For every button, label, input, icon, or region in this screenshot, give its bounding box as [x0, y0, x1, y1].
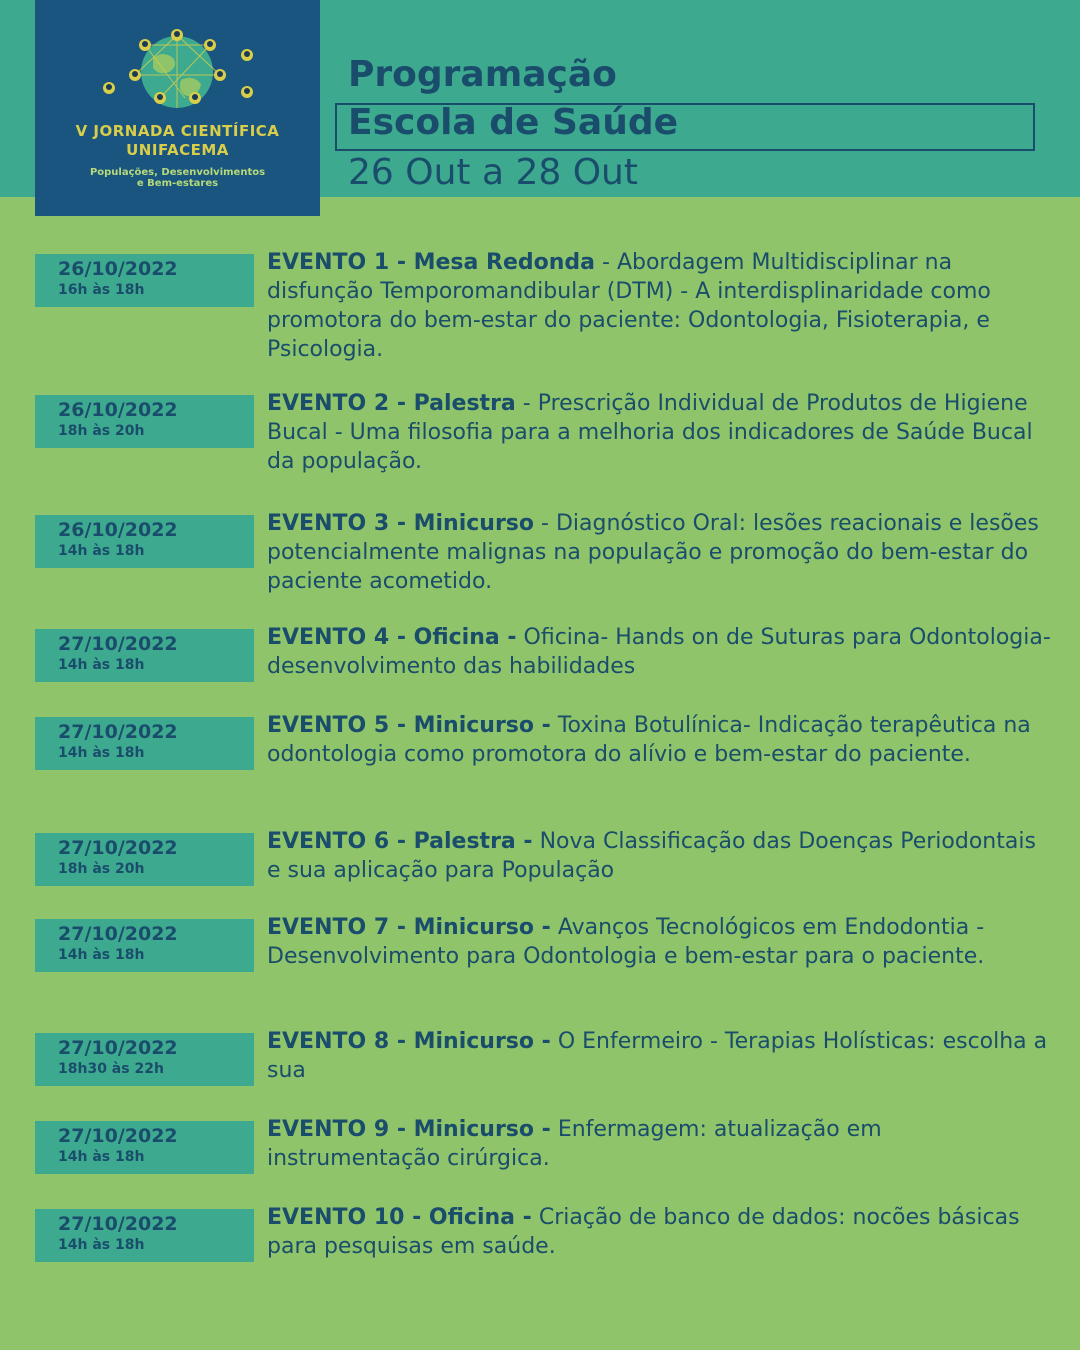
event-time: 14h às 18h [58, 543, 145, 559]
event-logo [35, 0, 320, 216]
event-date: 27/10/2022 [58, 1213, 178, 1235]
event-date-badge [35, 1121, 254, 1174]
event-details: Criação de banco de dados: nocões básicas para pesquisas em saúde. [267, 1205, 1020, 1259]
page-title: Programação [348, 54, 617, 95]
event-separator [551, 915, 558, 940]
event-date: 27/10/2022 [58, 837, 178, 859]
event-description [267, 711, 1052, 769]
logo-title-line2: UNIFACEMA [126, 141, 229, 159]
event-date: 27/10/2022 [58, 923, 178, 945]
event-separator [533, 829, 540, 854]
event-date: 26/10/2022 [58, 258, 178, 280]
event-heading: EVENTO 6 - Palestra - [267, 829, 533, 854]
event-details: Abordagem Multidisciplinar na disfunção Temporomandibular (DTM) - A interdisplinaridade como promotora do bem-estar do paciente: Odontologia, Fisioterapia, e Psicologia. [267, 250, 991, 362]
event-description [267, 623, 1052, 681]
event-time: 14h às 18h [58, 745, 145, 761]
event-date-badge [35, 1033, 254, 1086]
event-heading: EVENTO 7 - Minicurso - [267, 915, 551, 940]
event-description [267, 827, 1052, 885]
logo-subtitle-line2: e Bem-estares [136, 178, 219, 189]
event-description [267, 913, 1052, 971]
event-date-badge [35, 1209, 254, 1262]
event-time: 14h às 18h [58, 1237, 145, 1253]
event-time: 16h às 18h [58, 282, 145, 298]
event-time: 18h às 20h [58, 861, 145, 877]
event-date-badge [35, 254, 254, 307]
event-time: 14h às 18h [58, 657, 145, 673]
event-time: 18h às 20h [58, 423, 145, 439]
event-time: 18h30 às 22h [58, 1061, 164, 1077]
event-separator [532, 1205, 539, 1230]
event-separator: - [515, 391, 538, 416]
event-heading: EVENTO 3 - Minicurso [267, 511, 535, 536]
logo-title-line1: V JORNADA CIENTÍFICA [75, 122, 280, 140]
event-separator: - [534, 511, 556, 536]
event-description [267, 389, 1052, 476]
event-date-badge [35, 919, 254, 972]
event-date: 27/10/2022 [58, 633, 178, 655]
event-time: 14h às 18h [58, 947, 145, 963]
event-date-badge [35, 515, 254, 568]
logo-subtitle-line1: Populações, Desenvolvimentos [89, 167, 266, 178]
event-date-badge [35, 717, 254, 770]
event-description [267, 1203, 1052, 1261]
event-heading: EVENTO 5 - Minicurso - [267, 713, 551, 738]
event-separator [551, 1117, 558, 1142]
event-separator [517, 625, 524, 650]
event-heading: EVENTO 9 - Minicurso - [267, 1117, 551, 1142]
event-heading: EVENTO 10 - Oficina - [267, 1205, 532, 1230]
event-date: 26/10/2022 [58, 519, 178, 541]
date-range: 26 Out a 28 Out [348, 152, 638, 193]
school-title: Escola de Saúde [348, 102, 679, 143]
event-heading: EVENTO 1 - Mesa Redonda [267, 250, 596, 275]
event-details: Avanços Tecnológicos em Endodontia - Desenvolvimento para Odontologia e bem-estar para o paciente. [267, 915, 985, 969]
event-separator [551, 1029, 558, 1054]
event-separator: - [595, 250, 617, 275]
event-details: Oficina- Hands on de Suturas para Odontologia- desenvolvimento das habilidades [267, 625, 1051, 679]
event-description [267, 1115, 1052, 1173]
event-date-badge [35, 833, 254, 886]
event-date: 27/10/2022 [58, 1125, 178, 1147]
event-time: 14h às 18h [58, 1149, 145, 1165]
event-date: 27/10/2022 [58, 721, 178, 743]
event-date: 26/10/2022 [58, 399, 178, 421]
event-date: 27/10/2022 [58, 1037, 178, 1059]
event-heading: EVENTO 8 - Minicurso - [267, 1029, 551, 1054]
event-date-badge [35, 395, 254, 448]
event-description [267, 509, 1052, 596]
event-details: Toxina Botulínica- Indicação terapêutica na odontologia como promotora do alívio e bem-estar do paciente. [267, 713, 1031, 767]
event-details: Nova Classificação das Doenças Periodontais e sua aplicação para População [267, 829, 1036, 883]
event-details: Enfermagem: atualização em instrumentação cirúrgica. [267, 1117, 882, 1171]
event-heading: EVENTO 2 - Palestra [267, 391, 516, 416]
event-details: O Enfermeiro - Terapias Holísticas: escolha a sua [267, 1029, 1048, 1083]
event-heading: EVENTO 4 - Oficina - [267, 625, 517, 650]
event-details: Diagnóstico Oral: lesões reacionais e lesões potencialmente malignas na população e promoção do bem-estar do paciente acometido. [267, 511, 1039, 594]
event-separator [551, 713, 558, 738]
globe-network-icon [35, 0, 320, 125]
event-description [267, 248, 1052, 364]
event-details: Prescrição Individual de Produtos de Higiene Bucal - Uma filosofia para a melhoria dos indicadores de Saúde Bucal da população. [267, 391, 1033, 474]
event-date-badge [35, 629, 254, 682]
event-description [267, 1027, 1052, 1085]
